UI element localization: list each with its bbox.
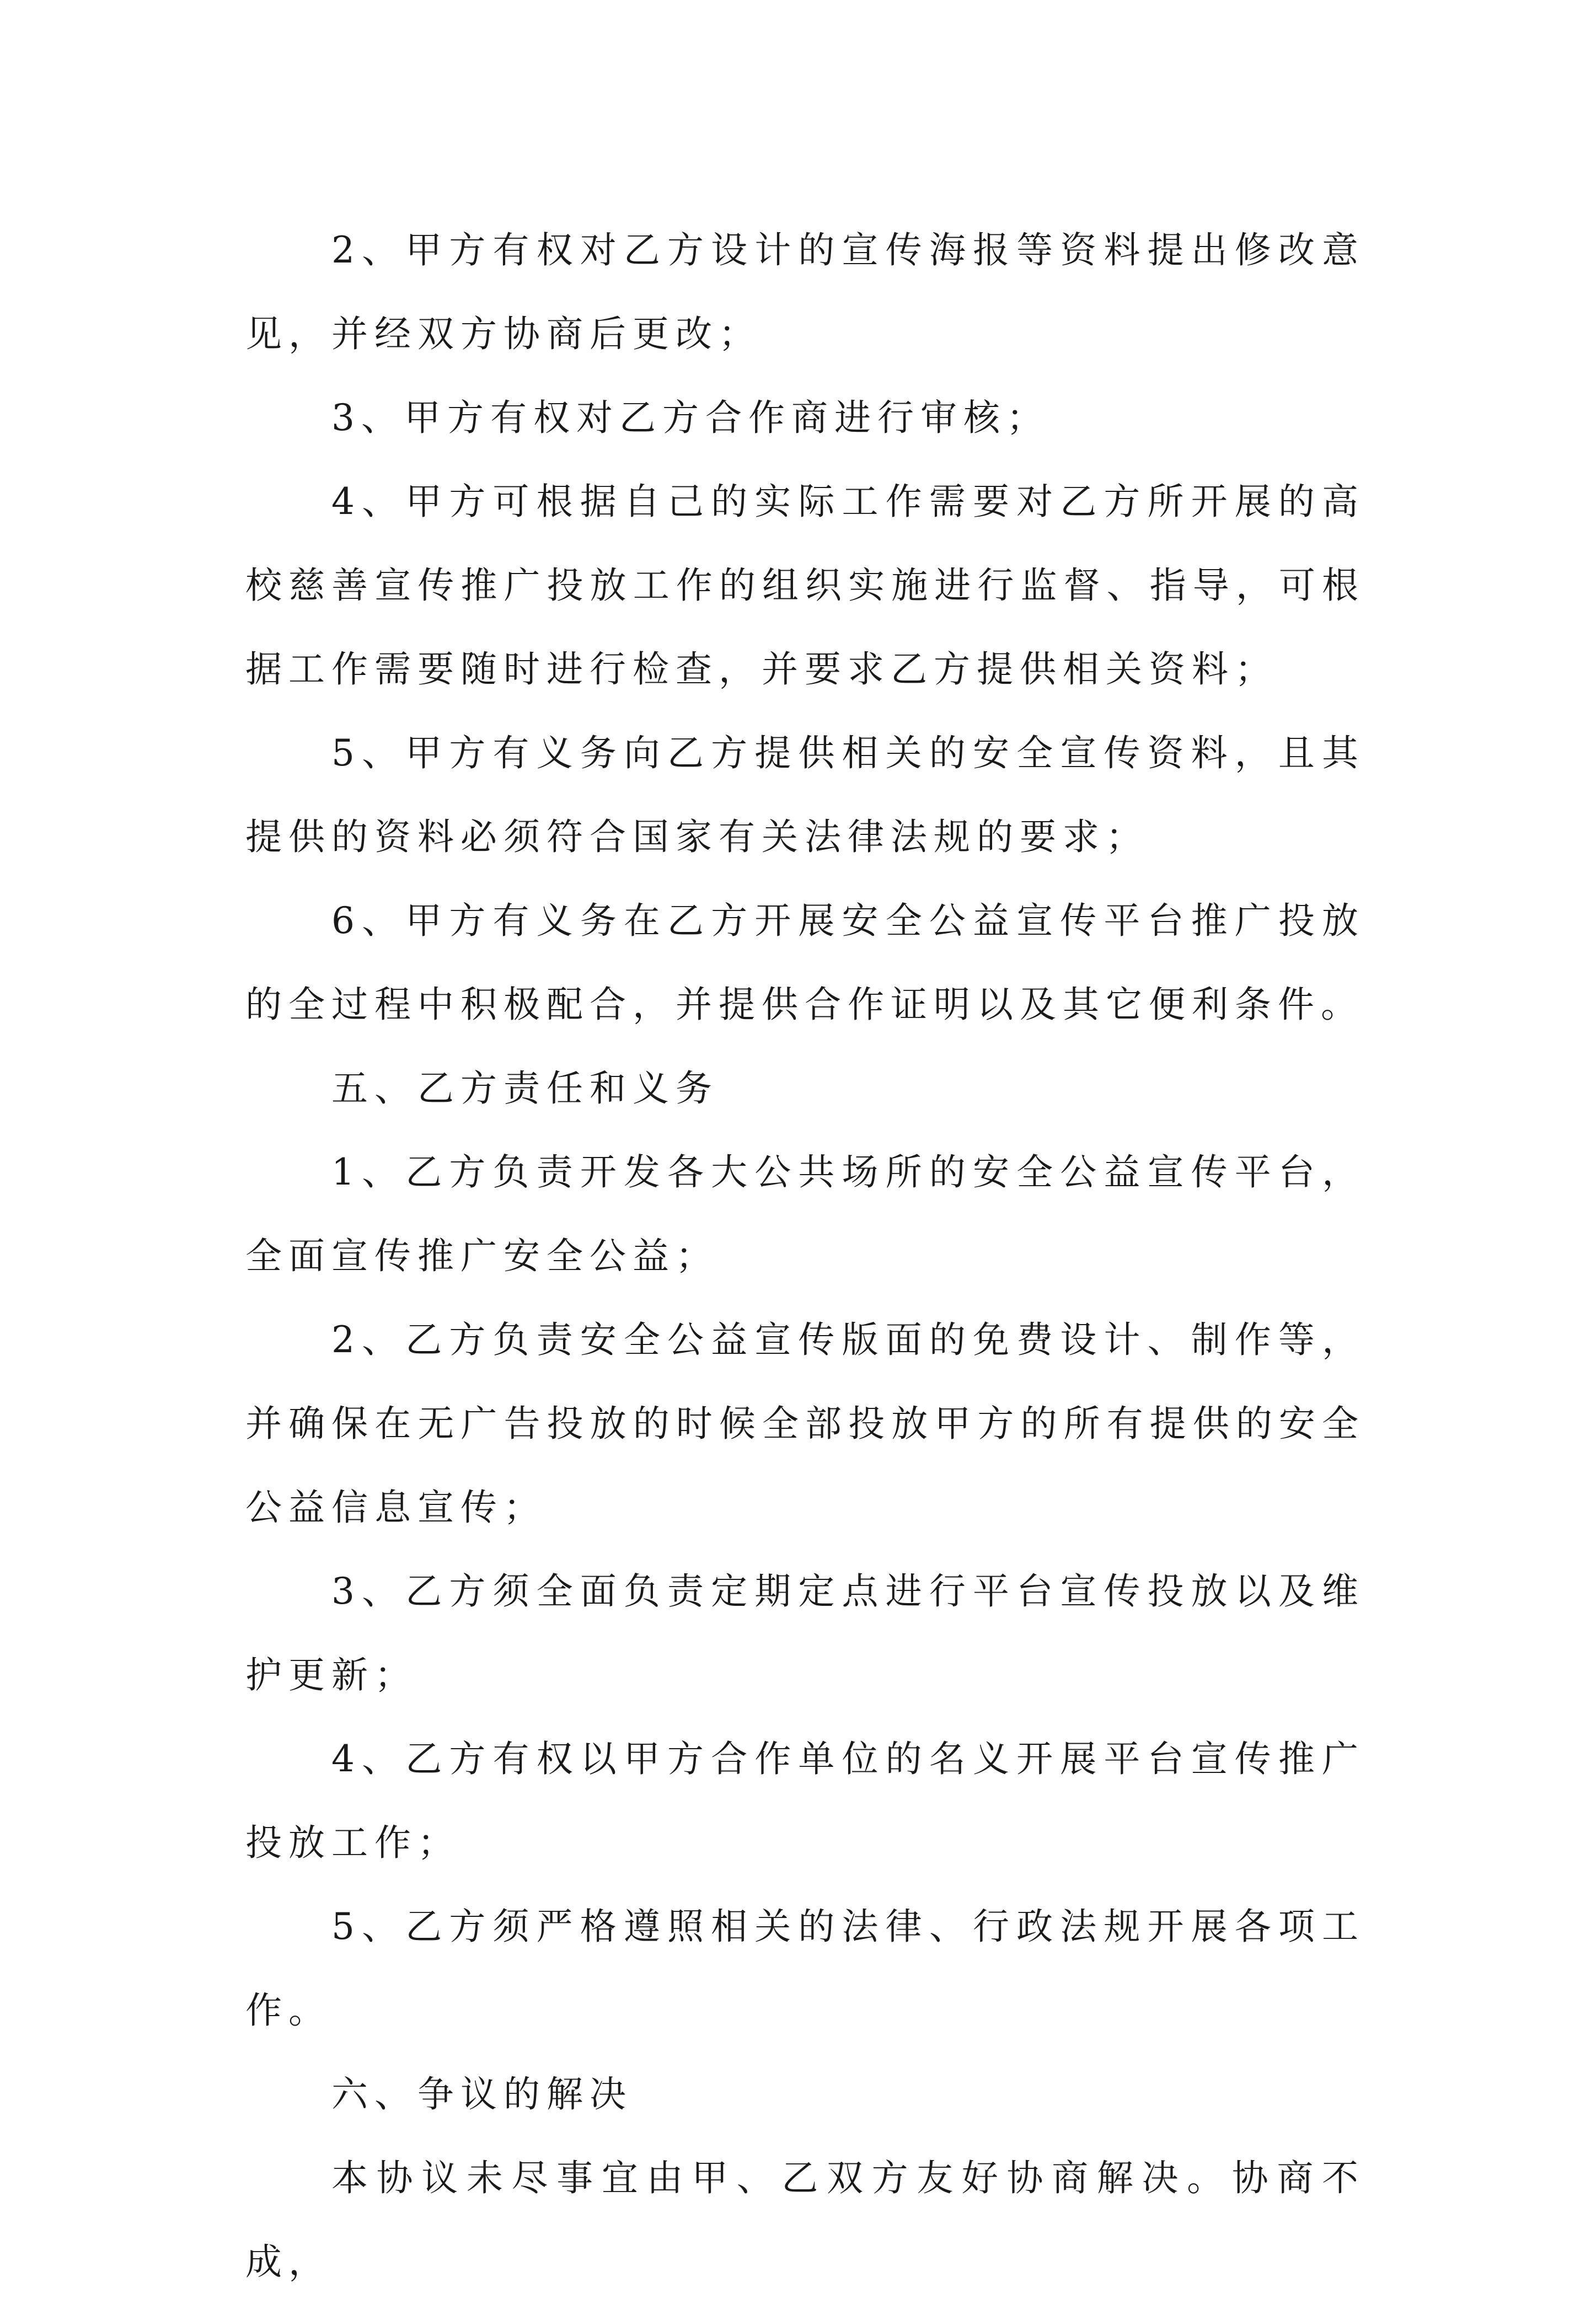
clause-party-a-3: 3、甲方有权对乙方合作商进行审核； (331, 396, 1049, 439)
clause-party-a-4: 4、甲方可根据自己的实际工作需要对乙方所开展的高校慈善宣传推广投放工作的组织实施进行监督、指导，可根据工作需要随时进行检查，并要求乙方提供相关资料； (245, 480, 1365, 690)
clause-party-b-3: 3、乙方须全面负责定期定点进行平台宣传投放以及维护更新； (245, 1570, 1365, 1696)
clause-party-b-2: 2、乙方负责安全公益宣传版面的免费设计、制作等，并确保在无广告投放的时候全部投放甲方的所有提供的安全公益信息宣传； (245, 1319, 1365, 1529)
clause-party-a-2: 2、甲方有权对乙方设计的宣传海报等资料提出修改意见，并经双方协商后更改； (245, 229, 1365, 355)
clause-party-a-6: 6、甲方有义务在乙方开展安全公益宣传平台推广投放的全过程中积极配合，并提供合作证明以及其它便利条件。 (245, 899, 1365, 1026)
clause-party-b-4: 4、乙方有权以甲方合作单位的名义开展平台宣传推广投放工作； (245, 1738, 1365, 1864)
section-heading-dispute: 六、争议的解决 (331, 2073, 633, 2115)
section-heading-party-b: 五、乙方责任和义务 (331, 1067, 719, 1110)
clause-party-b-5: 5、乙方须严格遵照相关的法律、行政法规开展各项工作。 (245, 1905, 1365, 2032)
dispute-clause-text: 本协议未尽事宜由甲、乙双方友好协商解决。协商不成， (245, 2157, 1365, 2283)
clause-party-a-5: 5、甲方有义务向乙方提供相关的安全宣传资料，且其提供的资料必须符合国家有关法律法规的要求； (245, 732, 1365, 858)
clause-party-b-1: 1、乙方负责开发各大公共场所的安全公益宣传平台，全面宣传推广安全公益； (245, 1151, 1365, 1277)
document-body (245, 208, 1365, 2304)
